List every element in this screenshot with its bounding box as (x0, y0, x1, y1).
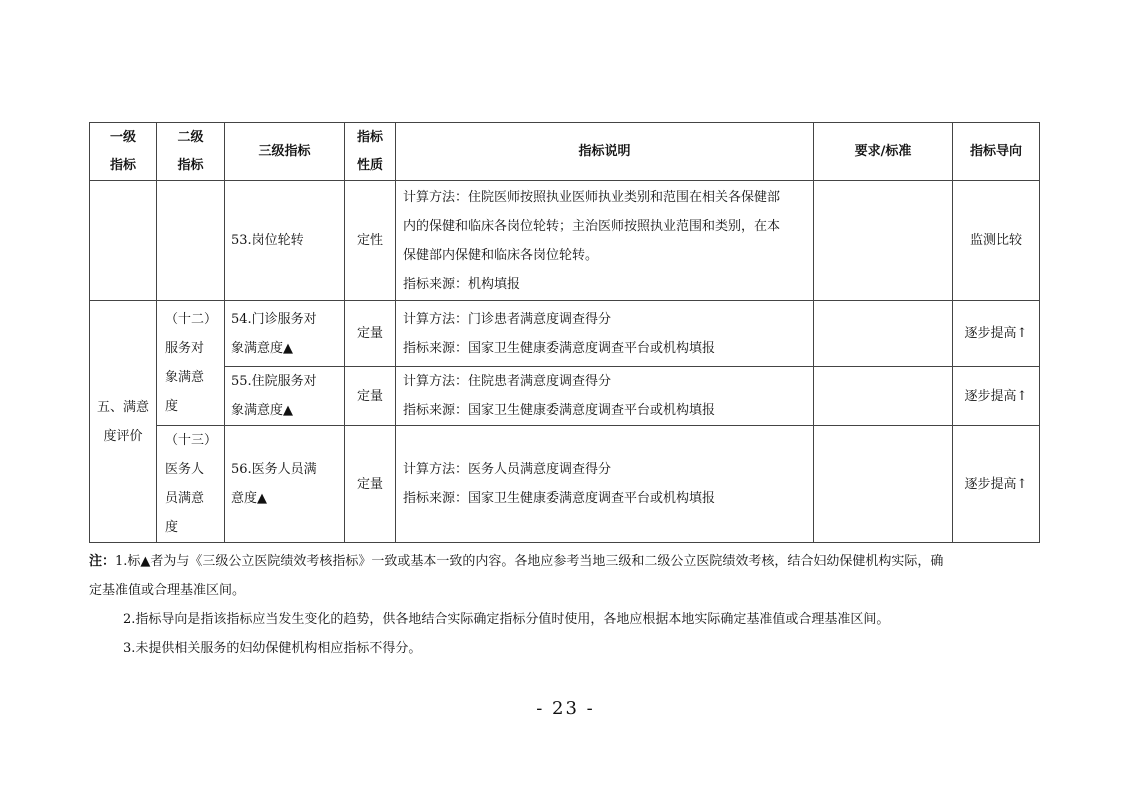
group12-line3: 象满意 (165, 370, 205, 385)
cell-level3 (225, 367, 345, 426)
cell-description (396, 426, 814, 543)
indicator-table (89, 122, 1040, 543)
group12-line4: 度 (165, 399, 179, 414)
group12-line1: （十二） (165, 312, 218, 327)
page-number: - 23 - (536, 698, 595, 719)
header-description: 指标说明 (396, 123, 814, 181)
cell-nature: 定量 (345, 426, 396, 543)
cell-level1-empty (90, 181, 157, 301)
cell-requirement (814, 367, 953, 426)
cell-group-12 (157, 301, 225, 426)
cell-direction: 逐步提高↑ (953, 426, 1040, 543)
group13-line1: （十三） (165, 433, 218, 448)
table-row (90, 426, 1040, 543)
group13-line4: 度 (165, 520, 179, 535)
cell-direction: 监测比较 (953, 181, 1040, 301)
header-nature-line1: 指标 (356, 129, 383, 145)
cell-requirement (814, 181, 953, 301)
description-line: 指标来源：机构填报 (403, 276, 521, 292)
level3-line1: 54.门诊服务对 (231, 311, 317, 327)
note-1 (89, 547, 1041, 576)
cell-direction: 逐步提高↑ (953, 367, 1040, 426)
note-2: 2.指标导向是指该指标应当发生变化的趋势，供各地结合实际确定指标分值时使用，各地应根据本地实际确定基准值或合理基准区间。 (123, 612, 890, 627)
table-row (90, 181, 1040, 301)
level3-line2: 象满意度▲ (231, 340, 293, 356)
description-line: 内的保健和临床各岗位轮转；主治医师按照执业范围和类别，在本 (403, 218, 781, 234)
description-line: 计算方法：住院医师按照执业医师执业类别和范围在相关各保健部 (403, 189, 781, 205)
category-level1-line1: 五、满意 (96, 399, 149, 415)
category-level1-line2: 度评价 (103, 428, 143, 444)
header-nature-line2: 性质 (356, 157, 383, 173)
cell-nature: 定量 (345, 367, 396, 426)
description-line: 指标来源：国家卫生健康委满意度调查平台或机构填报 (403, 340, 716, 356)
cell-requirement (814, 426, 953, 543)
cell-description (396, 181, 814, 301)
header-level1-line2: 指标 (109, 157, 136, 173)
cell-description (396, 367, 814, 426)
cell-group-13 (157, 426, 225, 543)
level3-line1: 56.医务人员满 (231, 462, 317, 477)
cell-requirement (814, 301, 953, 367)
description-line: 计算方法：医务人员满意度调查得分 (403, 462, 612, 477)
cell-nature: 定量 (345, 301, 396, 367)
description-line: 保健部内保健和临床各岗位轮转。 (403, 247, 599, 263)
cell-direction: 逐步提高↑ (953, 301, 1040, 367)
table-header-row (90, 123, 1040, 181)
header-level1 (90, 123, 157, 181)
cell-level3 (225, 301, 345, 367)
header-level2-line1: 二级 (177, 129, 204, 145)
header-level2 (157, 123, 225, 181)
header-requirement: 要求/标准 (814, 123, 953, 181)
level3-line2: 象满意度▲ (231, 403, 293, 418)
notes-label: 注： (89, 554, 116, 569)
description-line: 指标来源：国家卫生健康委满意度调查平台或机构填报 (403, 403, 716, 418)
header-level3: 三级指标 (225, 123, 345, 181)
description-line: 计算方法：住院患者满意度调查得分 (403, 374, 612, 389)
note-1-line1: 1.标▲者为与《三级公立医院绩效考核指标》一致或基本一致的内容。各地应参考当地三级和二级公立医院绩效考核，结合妇幼保健机构实际，确 (115, 554, 944, 569)
cell-nature: 定性 (345, 181, 396, 301)
cell-level3 (225, 426, 345, 543)
level3-line2: 意度▲ (231, 491, 267, 506)
cell-level2-empty (157, 181, 225, 301)
table-row (90, 367, 1040, 426)
group12-line2: 服务对 (165, 341, 205, 356)
cell-category-level1 (90, 301, 157, 543)
level3-line1: 55.住院服务对 (231, 374, 317, 389)
description-line: 指标来源：国家卫生健康委满意度调查平台或机构填报 (403, 491, 716, 506)
cell-level3: 53.岗位轮转 (225, 181, 345, 301)
header-direction: 指标导向 (953, 123, 1040, 181)
header-level1-line1: 一级 (109, 129, 136, 145)
notes-section (89, 547, 1041, 663)
table-row (90, 301, 1040, 367)
cell-description (396, 301, 814, 367)
header-nature (345, 123, 396, 181)
group13-line2: 医务人 (165, 462, 205, 477)
header-level2-line2: 指标 (177, 157, 204, 173)
group13-line3: 员满意 (165, 491, 205, 506)
note-1-continued: 定基准值或合理基准区间。 (89, 583, 246, 598)
description-line: 计算方法：门诊患者满意度调查得分 (403, 311, 612, 327)
note-3: 3.未提供相关服务的妇幼保健机构相应指标不得分。 (123, 641, 422, 656)
